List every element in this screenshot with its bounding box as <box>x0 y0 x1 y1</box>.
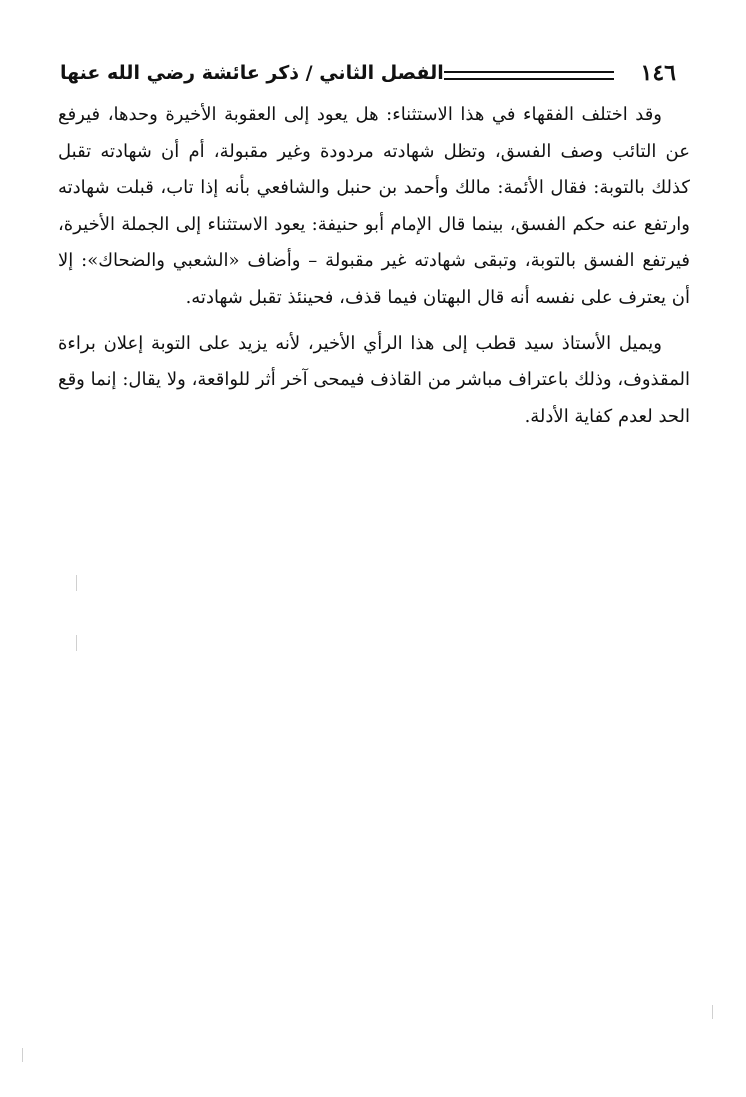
scan-mark <box>76 575 77 591</box>
paragraph-1 <box>58 97 690 317</box>
chapter-title: الفصل الثاني / ذكر عائشة رضي الله عنها <box>60 62 444 84</box>
paragraph-1-text: وقد اختلف الفقهاء في هذا الاستثناء: هل يعود إلى العقوبة الأخيرة وحدها، فيرفع عن التائب وصف الفسق، وتظل شهادته مردودة وغير مقبولة، أم أن شهادته تقبل كذلك بالتوبة: فقال الأئمة: مالك وأحمد بن حنبل والشافعي بأنه إذا تاب، قبلت شهادته وارتفع عنه حكم الفسق، بينما قال الإمام أبو حنيفة: يعود الاستثناء إلى الجملة الأخيرة، فيرتفع الفسق بالتوبة، وتبقى شهادته غير مقبولة – وأضاف «الشعبي والضحاك»: إلا أن يعترف على نفسه أنه قال البهتان فيما قذف، فحينئذ تقبل شهادته. <box>58 104 690 308</box>
header-rule <box>444 71 614 80</box>
scan-mark <box>22 1048 23 1062</box>
body-text <box>58 97 690 444</box>
paragraph-2-text: ويميل الأستاذ سيد قطب إلى هذا الرأي الأخير، لأنه يزيد على التوبة إعلان براءة المقذوف، وذلك باعتراف مباشر من القاذف فيمحى آخر أثر للواقعة، ولا يقال: إنما وقع الحد لعدم كفاية الأدلة. <box>58 332 690 427</box>
paragraph-2 <box>58 326 690 436</box>
page-header <box>60 56 686 90</box>
scan-mark <box>76 635 77 651</box>
page-number: ١٤٦ <box>640 60 676 86</box>
scan-mark <box>712 1005 713 1019</box>
